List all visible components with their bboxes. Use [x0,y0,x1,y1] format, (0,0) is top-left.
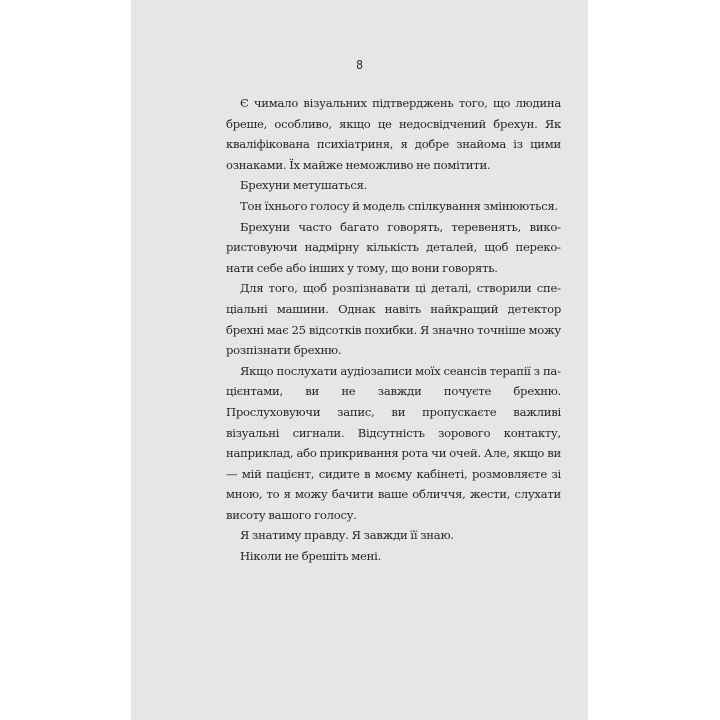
paragraph: Для того, щоб розпізнавати ці деталі, створили спеціальні машини. Однак навіть найкращий детектор брехні має 25 відсотків похибки. Я значно точніше можу розпізнати брехню. [226,281,561,358]
paragraph: Є чимало візуальних підтверджень того, що людина бреше, особливо, якщо це недосвідчений брехун. Як кваліфікована психіатриня, я добре знайома із цими ознаками. Їх майже неможливо не помітити. [226,96,561,172]
paragraph: Якщо послухати аудіозаписи моїх сеансів терапії з пацієнтами, ви не завжди почуєте брехню. Прослуховуючи запис, ви пропускаєте важливі візуальні сигнали. Відсутність зорового контакту, наприклад, або прикривання рота чи очей. Але, якщо ви — мій пацієнт, сидите в моєму кабінеті, розмовляєте зі мною, то я можу бачити ваше обличчя, жести, слухати висоту вашого голосу. [226,363,561,522]
book-page [131,0,588,720]
paragraph: Брехуни часто багато говорять, теревенять, використовуючи надмірну кількість деталей, щоб переконати себе або інших у тому, що вони говорять. [226,219,561,275]
paragraph: Ніколи не брешіть мені. [240,549,382,564]
body-text [226,93,561,567]
paragraph: Тон їхнього голосу й модель спілкування змінюються. [240,198,558,213]
paragraph: Брехуни метушаться. [240,178,368,193]
page-number: 8 [356,58,363,72]
paragraph: Я знатиму правду. Я завжди її знаю. [240,528,454,543]
